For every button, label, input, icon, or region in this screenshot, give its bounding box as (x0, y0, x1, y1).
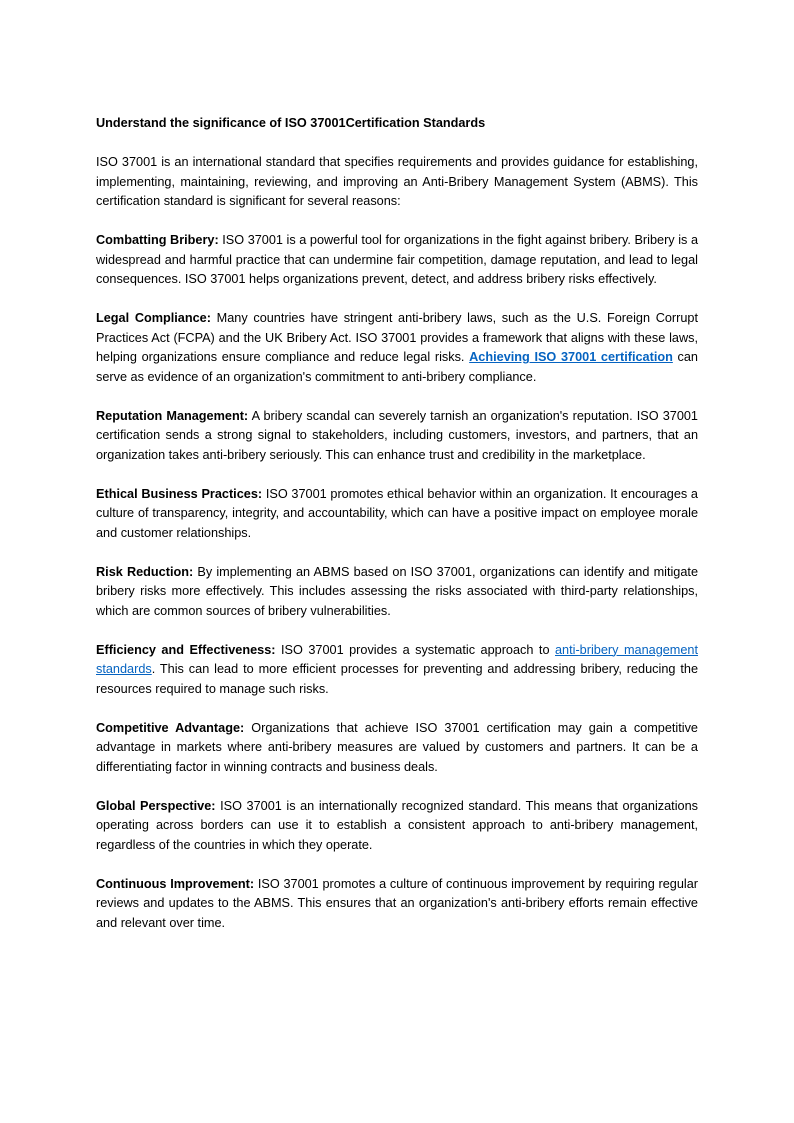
document-page (96, 114, 698, 953)
section-text: Organizations that achieve ISO 37001 certification may gain a competitive advantage in markets where anti-bribery measures are valued by customers and partners. It can be a differentiating factor in winning contracts and business deals. (96, 720, 698, 774)
section-text: ISO 37001 provides a systematic approach to (275, 642, 555, 657)
section-reputation-management (96, 407, 698, 466)
section-heading: Ethical Business Practices: (96, 486, 263, 501)
section-text: Many countries have stringent anti-bribery laws, such as the U.S. Foreign Corrupt Practices Act (FCPA) and the UK Bribery Act. ISO 37001 provides a framework that aligns with these laws, helping organizations ensure compliance and reduce legal risks. (96, 311, 699, 364)
section-heading: Combatting Bribery: (96, 233, 219, 247)
anti-bribery-management-standards-link[interactable]: anti-bribery management standards (96, 642, 699, 676)
section-heading: Efficiency and Effectiveness: (96, 642, 276, 657)
section-text: can serve as evidence of an organization's commitment to anti-bribery compliance. (96, 350, 698, 384)
section-text: A bribery scandal can severely tarnish an organization's reputation. ISO 37001 certification sends a strong signal to stakeholders, including customers, investors, and partners, that an organization takes anti-bribery seriously. This can enhance trust and credibility in the marketplace. (96, 408, 698, 462)
section-competitive-advantage (96, 719, 698, 778)
section-heading: Risk Reduction: (96, 564, 194, 579)
section-global-perspective (96, 797, 698, 856)
section-heading: Reputation Management: (96, 408, 249, 423)
section-combatting-bribery (96, 231, 698, 290)
section-legal-compliance (96, 309, 698, 387)
section-heading: Continuous Improvement: (96, 876, 255, 891)
section-ethical-business-practices (96, 485, 698, 544)
section-efficiency-and-effectiveness (96, 641, 698, 700)
document-title: Understand the significance of ISO 37001Certification Standards (96, 116, 486, 130)
section-heading: Legal Compliance: (96, 311, 211, 325)
section-heading: Competitive Advantage: (96, 720, 245, 735)
section-text: ISO 37001 promotes ethical behavior within an organization. It encourages a culture of transparency, integrity, and accountability, which can have a positive impact on employee morale and customer relationships. (96, 486, 698, 540)
section-heading: Global Perspective: (96, 798, 216, 813)
section-text: ISO 37001 promotes a culture of continuous improvement by requiring regular reviews and updates to the ABMS. This ensures that an organization's anti-bribery efforts remain effective and relevant over time. (96, 876, 698, 930)
achieving-iso-37001-certification-link[interactable]: Achieving ISO 37001 certification (469, 350, 673, 364)
section-risk-reduction (96, 563, 698, 622)
section-text: ISO 37001 is a powerful tool for organizations in the fight against bribery. Bribery is a widespread and harmful practice that can undermine fair competition, damage reputation, and lead to legal consequences. ISO 37001 helps organizations prevent, detect, and address bribery risks effectively. (96, 233, 698, 286)
intro-paragraph: ISO 37001 is an international standard that specifies requirements and provides guidance for establishing, implementing, maintaining, reviewing, and improving an Anti-Bribery Management System (ABMS). This certification standard is significant for several reasons: (96, 155, 698, 208)
section-text: By implementing an ABMS based on ISO 37001, organizations can identify and mitigate bribery risks more effectively. This includes assessing the risks associated with third-party relationships, which are common sources of bribery vulnerabilities. (96, 564, 699, 618)
section-text: ISO 37001 is an internationally recognized standard. This means that organizations operating across borders can use it to establish a consistent approach to anti-bribery management, regardless of the countries in which they operate. (96, 798, 698, 852)
section-text: . This can lead to more efficient processes for preventing and addressing bribery, reducing the resources required to manage such risks. (96, 662, 698, 696)
section-continuous-improvement (96, 875, 698, 934)
